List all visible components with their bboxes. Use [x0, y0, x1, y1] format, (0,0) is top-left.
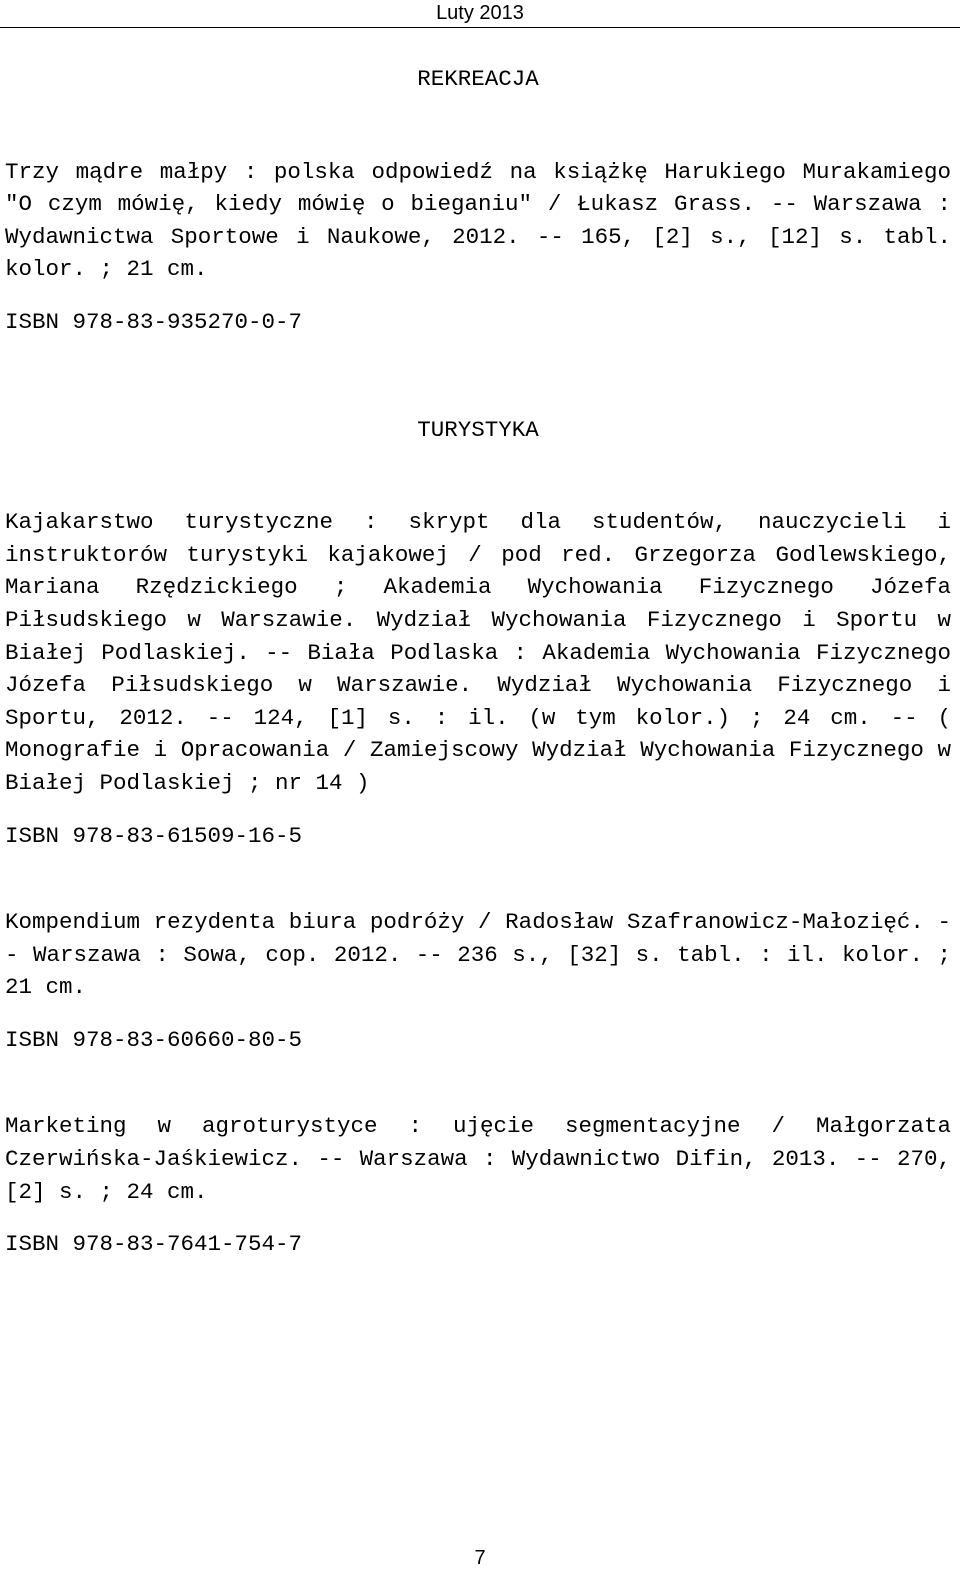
header-divider — [0, 27, 960, 28]
isbn-number: ISBN 978-83-935270-0-7 — [5, 308, 303, 335]
document-body — [5, 63, 951, 1261]
bibliographic-entry: Kajakarstwo turystyczne : skrypt dla studentów, nauczycieli i instruktorów turystyki kajakowej / pod red. Grzegorza Godlewskiego, Mariana Rzędzickiego ; Akademia Wychowania Fizycznego Józefa Piłsudskiego w Warszawie. Wydział Wychowania Fizycznego i Sportu w Białej Podlaskiej. -- Biała Podlaska : Akademia Wychowania Fizycznego Józefa Piłsudskiego w Warszawie. Wydział Wychowania Fizycznego i Sportu, 2012. -- 124, [1] s. : il. (w tym kolor.) ; 24 cm. -- ( Monografie i Opracowania / Zamiejscowy Wydział Wychowania Fizycznego w Białej Podlaskiej ; nr 14 ) — [5, 509, 951, 796]
isbn-number: ISBN 978-83-7641-754-7 — [5, 1231, 303, 1258]
page-header: Luty 2013 — [436, 2, 524, 24]
page-number: 7 — [474, 1547, 486, 1569]
isbn-number: ISBN 978-83-60660-80-5 — [5, 1026, 303, 1053]
bibliographic-entry: Marketing w agroturystyce : ujęcie segmentacyjne / Małgorzata Czerwińska-Jaśkiewicz. -- Warszawa : Wydawnictwo Difin, 2013. -- 270, [2] s. ; 24 cm. — [5, 1113, 951, 1205]
bibliographic-entry: Kompendium rezydenta biura podróży / Radosław Szafranowicz-Małozięć. -- Warszawa : Sowa, cop. 2012. -- 236 s., [32] s. tabl. : il. kolor. ; 21 cm. — [5, 909, 951, 1001]
section-title-rekreacja: REKREACJA — [417, 66, 539, 92]
section-title-turystyka: TURYSTYKA — [417, 416, 539, 443]
bibliographic-entry: Trzy mądre małpy : polska odpowiedź na książkę Harukiego Murakamiego "O czym mówię, kiedy mówię o bieganiu" / Łukasz Grass. -- Warszawa : Wydawnictwa Sportowe i Naukowe, 2012. -- 165, [2] s., [12] s. tabl. kolor. ; 21 cm. — [5, 158, 951, 283]
isbn-number: ISBN 978-83-61509-16-5 — [5, 822, 303, 849]
